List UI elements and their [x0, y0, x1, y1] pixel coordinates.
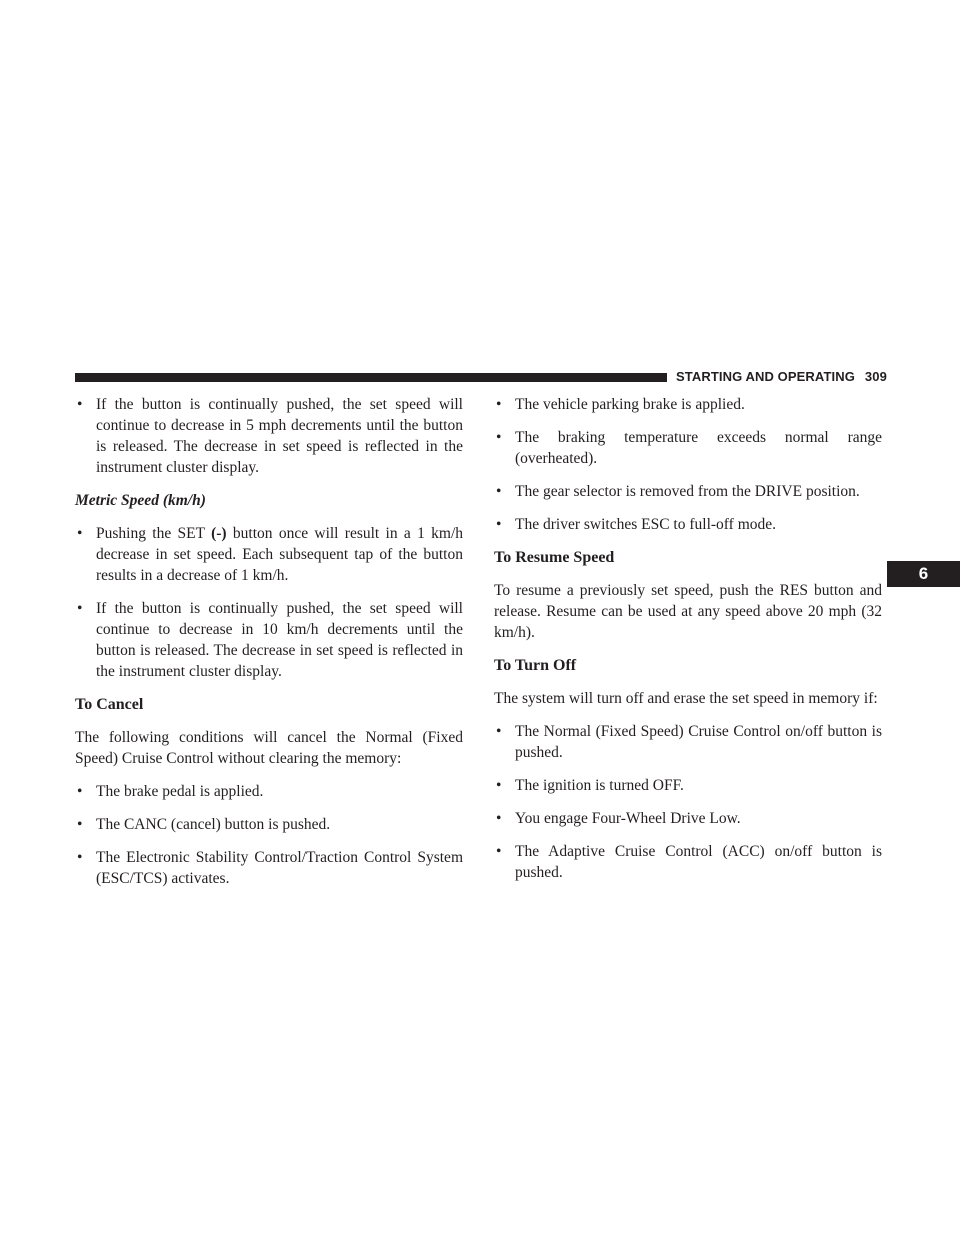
list-item-text: The brake pedal is applied.: [96, 783, 264, 800]
bullet-icon: •: [77, 816, 83, 833]
list-item: [75, 847, 463, 889]
list-item: [75, 814, 463, 835]
bullet-icon: •: [496, 723, 502, 740]
list-item-text: The vehicle parking brake is applied.: [515, 396, 745, 413]
bullet-icon: •: [496, 483, 502, 500]
text-run: Pushing the SET: [96, 525, 212, 542]
list-item-text: The driver switches ESC to full-off mode.: [515, 516, 777, 533]
turn-off-intro: The system will turn off and erase the set speed in memory if:: [494, 690, 878, 707]
list-item: [494, 841, 882, 883]
cancel-intro: The following conditions will cancel the Normal (Fixed Speed) Cruise Control without clearing the memory:: [75, 729, 463, 767]
list-item-text: If the button is continually pushed, the set speed will continue to decrease in 5 mph decrements until the button is released. The decrease in set speed is reflected in the instrument cluster display.: [96, 396, 463, 476]
minus-symbol: (-): [211, 525, 227, 542]
list-item: [75, 523, 463, 586]
bullet-icon: •: [496, 777, 502, 794]
list-item-text: The Adaptive Cruise Control (ACC) on/off button is pushed.: [515, 843, 882, 881]
resume-text: To resume a previously set speed, push the RES button and release. Resume can be used at any speed above 20 mph (32 km/h).: [494, 582, 882, 641]
bullet-icon: •: [77, 525, 83, 542]
header-rule: [75, 373, 667, 382]
list-item-text: The braking temperature exceeds normal range (overheated).: [515, 429, 882, 467]
list-item-text: The ignition is turned OFF.: [515, 777, 684, 794]
list-item: [494, 721, 882, 763]
metric-speed-heading: Metric Speed (km/h): [75, 492, 206, 509]
list-item-text: The gear selector is removed from the DRIVE position.: [515, 483, 860, 500]
bullet-icon: •: [496, 429, 502, 446]
list-item-text: You engage Four-Wheel Drive Low.: [515, 810, 741, 827]
list-item-text: The CANC (cancel) button is pushed.: [96, 816, 331, 833]
list-item: [75, 394, 463, 478]
bullet-icon: •: [496, 843, 502, 860]
cancel-heading: To Cancel: [75, 696, 144, 713]
text-run: button once will result in a 1 km/h decrease in set speed. Each subsequent tap of the button results in a decrease of 1 km/h.: [96, 525, 463, 584]
resume-heading: To Resume Speed: [494, 549, 615, 566]
page-number: 309: [864, 369, 887, 384]
list-item-text: If the button is continually pushed, the set speed will continue to decrease in 10 km/h decrements until the button is released. The decrease in set speed is reflected in the instrument cluster display.: [96, 600, 463, 680]
right-column: [494, 394, 882, 895]
bullet-icon: •: [77, 783, 83, 800]
list-item: [494, 481, 882, 502]
chapter-tab: 6: [887, 561, 960, 587]
list-item: [494, 427, 882, 469]
bullet-icon: •: [496, 396, 502, 413]
list-item: [75, 598, 463, 682]
bullet-icon: •: [496, 516, 502, 533]
bullet-icon: •: [496, 810, 502, 827]
bullet-icon: •: [77, 849, 83, 866]
list-item-text: The Electronic Stability Control/Traction Control System (ESC/TCS) activates.: [96, 849, 463, 887]
list-item-text: The Normal (Fixed Speed) Cruise Control on/off button is pushed.: [515, 723, 882, 761]
bullet-icon: •: [77, 396, 83, 413]
list-item: [494, 775, 882, 796]
section-title: STARTING AND OPERATING: [676, 369, 855, 384]
turn-off-heading: To Turn Off: [494, 657, 577, 674]
list-item: [494, 808, 882, 829]
list-item: [75, 781, 463, 802]
list-item: [494, 514, 882, 535]
list-item-text: [96, 525, 463, 584]
list-item: [494, 394, 882, 415]
left-column: [75, 394, 463, 901]
page-header: [676, 369, 887, 384]
bullet-icon: •: [77, 600, 83, 617]
